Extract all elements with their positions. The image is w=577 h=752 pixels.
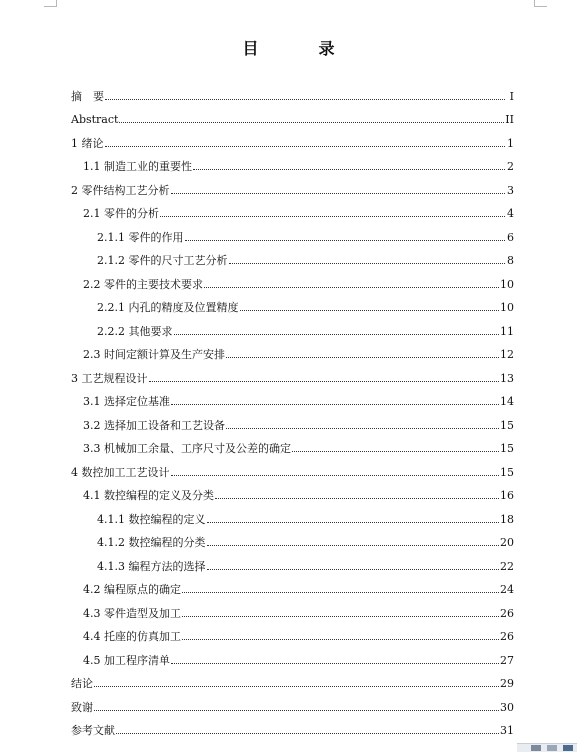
toc-entry-label: 4.2 编程原点的确定 xyxy=(83,583,181,596)
toc-entry-label: 1.1 制造工业的重要性 xyxy=(83,160,192,173)
toc-entry-label: 4.1.3 编程方法的选择 xyxy=(97,559,206,573)
dot-leader xyxy=(193,168,505,170)
toc-entry-label: 4.1 数控编程的定义及分类 xyxy=(83,489,214,502)
toc-entry[interactable] xyxy=(71,455,514,479)
dot-leader xyxy=(171,192,506,194)
toc-entry-page-number: 11 xyxy=(500,324,514,338)
status-bar xyxy=(517,743,577,752)
toc-entry-page-number: 18 xyxy=(500,512,514,526)
toc-entry-page-number: 15 xyxy=(500,442,514,455)
dot-leader xyxy=(204,286,499,288)
dot-leader xyxy=(94,709,499,711)
toc-entry-page-number: 12 xyxy=(500,348,514,361)
toc-entry-label: 摘 要 xyxy=(71,89,104,103)
toc-entry[interactable] xyxy=(71,173,514,197)
toc-entry[interactable] xyxy=(71,643,514,667)
toc-entry-label: 4.3 零件造型及加工 xyxy=(83,606,181,620)
toc-entry-label: 4.5 加工程序清单 xyxy=(83,653,170,667)
toc-entry[interactable] xyxy=(71,432,514,456)
toc-entry-page-number: 3 xyxy=(507,183,514,197)
toc-entry-page-number: 31 xyxy=(500,724,514,737)
toc-entry[interactable] xyxy=(71,103,514,127)
dot-leader xyxy=(171,403,499,405)
toc-entry-label: 4.1.2 数控编程的分类 xyxy=(97,536,206,549)
crop-mark-top-left xyxy=(44,0,57,7)
dot-leader xyxy=(182,638,499,640)
dot-leader xyxy=(182,615,499,617)
dot-leader xyxy=(185,239,506,241)
toc-entry-page-number: I xyxy=(509,89,514,103)
toc-entry[interactable] xyxy=(71,197,514,221)
toc-entry[interactable] xyxy=(71,573,514,597)
toc-entry[interactable] xyxy=(71,667,514,691)
toc-entry-page-number: 24 xyxy=(500,583,514,596)
dot-leader xyxy=(229,262,506,264)
toc-entry[interactable] xyxy=(71,79,514,103)
dot-leader xyxy=(226,427,499,429)
dot-leader xyxy=(171,662,499,664)
table-of-contents xyxy=(71,79,514,737)
dot-leader xyxy=(160,215,505,217)
crop-mark-top-right xyxy=(534,0,547,7)
toc-entry-label: 1 绪论 xyxy=(71,136,104,150)
toc-entry-label: 致谢 xyxy=(71,700,93,714)
toc-entry-page-number: 29 xyxy=(500,677,514,690)
toc-entry-label: 2.3 时间定额计算及生产安排 xyxy=(83,348,225,361)
toc-entry[interactable] xyxy=(71,526,514,550)
dot-leader xyxy=(215,497,499,499)
toc-entry-page-number: 15 xyxy=(500,465,514,479)
dot-leader xyxy=(240,309,500,311)
web-view-icon[interactable] xyxy=(547,745,557,751)
dot-leader xyxy=(292,450,499,452)
toc-entry[interactable] xyxy=(71,502,514,526)
toc-entry[interactable] xyxy=(71,314,514,338)
dot-leader xyxy=(174,333,500,335)
dot-leader xyxy=(149,380,500,382)
toc-entry-label: 4.4 托座的仿真加工 xyxy=(83,630,181,643)
toc-entry-page-number: 1 xyxy=(507,136,514,150)
toc-entry-label: 3.2 选择加工设备和工艺设备 xyxy=(83,418,225,432)
toc-entry[interactable] xyxy=(71,338,514,362)
dot-leader xyxy=(105,145,506,147)
toc-entry-page-number: 13 xyxy=(500,371,514,385)
toc-entry-label: 3.3 机械加工余量、工序尺寸及公差的确定 xyxy=(83,442,291,455)
toc-entry-label: 2.1.1 零件的作用 xyxy=(97,230,184,244)
toc-entry[interactable] xyxy=(71,244,514,268)
toc-entry-page-number: II xyxy=(505,113,514,126)
toc-entry[interactable] xyxy=(71,714,514,738)
toc-entry-page-number: 27 xyxy=(500,653,514,667)
toc-entry-label: 参考文献 xyxy=(71,724,115,737)
dot-leader xyxy=(226,356,499,358)
toc-entry-label: 2 零件结构工艺分析 xyxy=(71,183,170,197)
dot-leader xyxy=(182,591,499,593)
toc-entry-page-number: 16 xyxy=(500,489,514,502)
toc-entry[interactable] xyxy=(71,361,514,385)
dot-leader xyxy=(119,121,504,123)
toc-entry-page-number: 20 xyxy=(500,536,514,549)
dot-leader xyxy=(116,732,499,734)
toc-entry-label: Abstract xyxy=(71,113,119,126)
dot-leader xyxy=(94,685,499,687)
toc-title: 目 录 xyxy=(242,39,357,58)
toc-entry[interactable] xyxy=(71,549,514,573)
toc-entry-page-number: 10 xyxy=(500,301,514,314)
toc-entry-page-number: 26 xyxy=(500,606,514,620)
toc-entry[interactable] xyxy=(71,220,514,244)
toc-entry[interactable] xyxy=(71,690,514,714)
toc-entry-label: 2.1.2 零件的尺寸工艺分析 xyxy=(97,254,228,267)
toc-entry-label: 2.2.1 内孔的精度及位置精度 xyxy=(97,301,239,314)
toc-entry-page-number: 26 xyxy=(500,630,514,643)
toc-entry[interactable] xyxy=(71,620,514,644)
toc-entry-page-number: 15 xyxy=(500,418,514,432)
toc-entry[interactable] xyxy=(71,596,514,620)
toc-entry-page-number: 6 xyxy=(507,230,514,244)
dot-leader xyxy=(171,474,500,476)
toc-entry-page-number: 22 xyxy=(500,559,514,573)
toc-entry-page-number: 4 xyxy=(507,207,514,220)
toc-entry[interactable] xyxy=(71,126,514,150)
dot-leader xyxy=(105,98,505,100)
toc-entry-label: 2.2 零件的主要技术要求 xyxy=(83,277,203,291)
toc-entry[interactable] xyxy=(71,291,514,315)
toc-entry-label: 2.2.2 其他要求 xyxy=(97,324,173,338)
zoom-icon[interactable] xyxy=(563,745,573,751)
toc-entry-label: 4.1.1 数控编程的定义 xyxy=(97,512,206,526)
toc-entry-page-number: 2 xyxy=(507,160,514,173)
toc-entry[interactable] xyxy=(71,385,514,409)
layout-icon[interactable] xyxy=(531,745,541,751)
toc-entry-page-number: 8 xyxy=(507,254,514,267)
toc-entry[interactable] xyxy=(71,150,514,174)
toc-entry-page-number: 10 xyxy=(500,277,514,291)
dot-leader xyxy=(207,568,500,570)
toc-entry-label: 2.1 零件的分析 xyxy=(83,207,159,220)
toc-entry-label: 3 工艺规程设计 xyxy=(71,371,148,385)
toc-entry[interactable] xyxy=(71,479,514,503)
dot-leader xyxy=(207,544,500,546)
toc-entry[interactable] xyxy=(71,408,514,432)
toc-entry-label: 3.1 选择定位基准 xyxy=(83,395,170,408)
toc-entry-label: 结论 xyxy=(71,677,93,690)
toc-entry-page-number: 14 xyxy=(500,395,514,408)
toc-entry-page-number: 30 xyxy=(500,700,514,714)
dot-leader xyxy=(207,521,500,523)
toc-entry-label: 4 数控加工工艺设计 xyxy=(71,465,170,479)
toc-entry[interactable] xyxy=(71,267,514,291)
